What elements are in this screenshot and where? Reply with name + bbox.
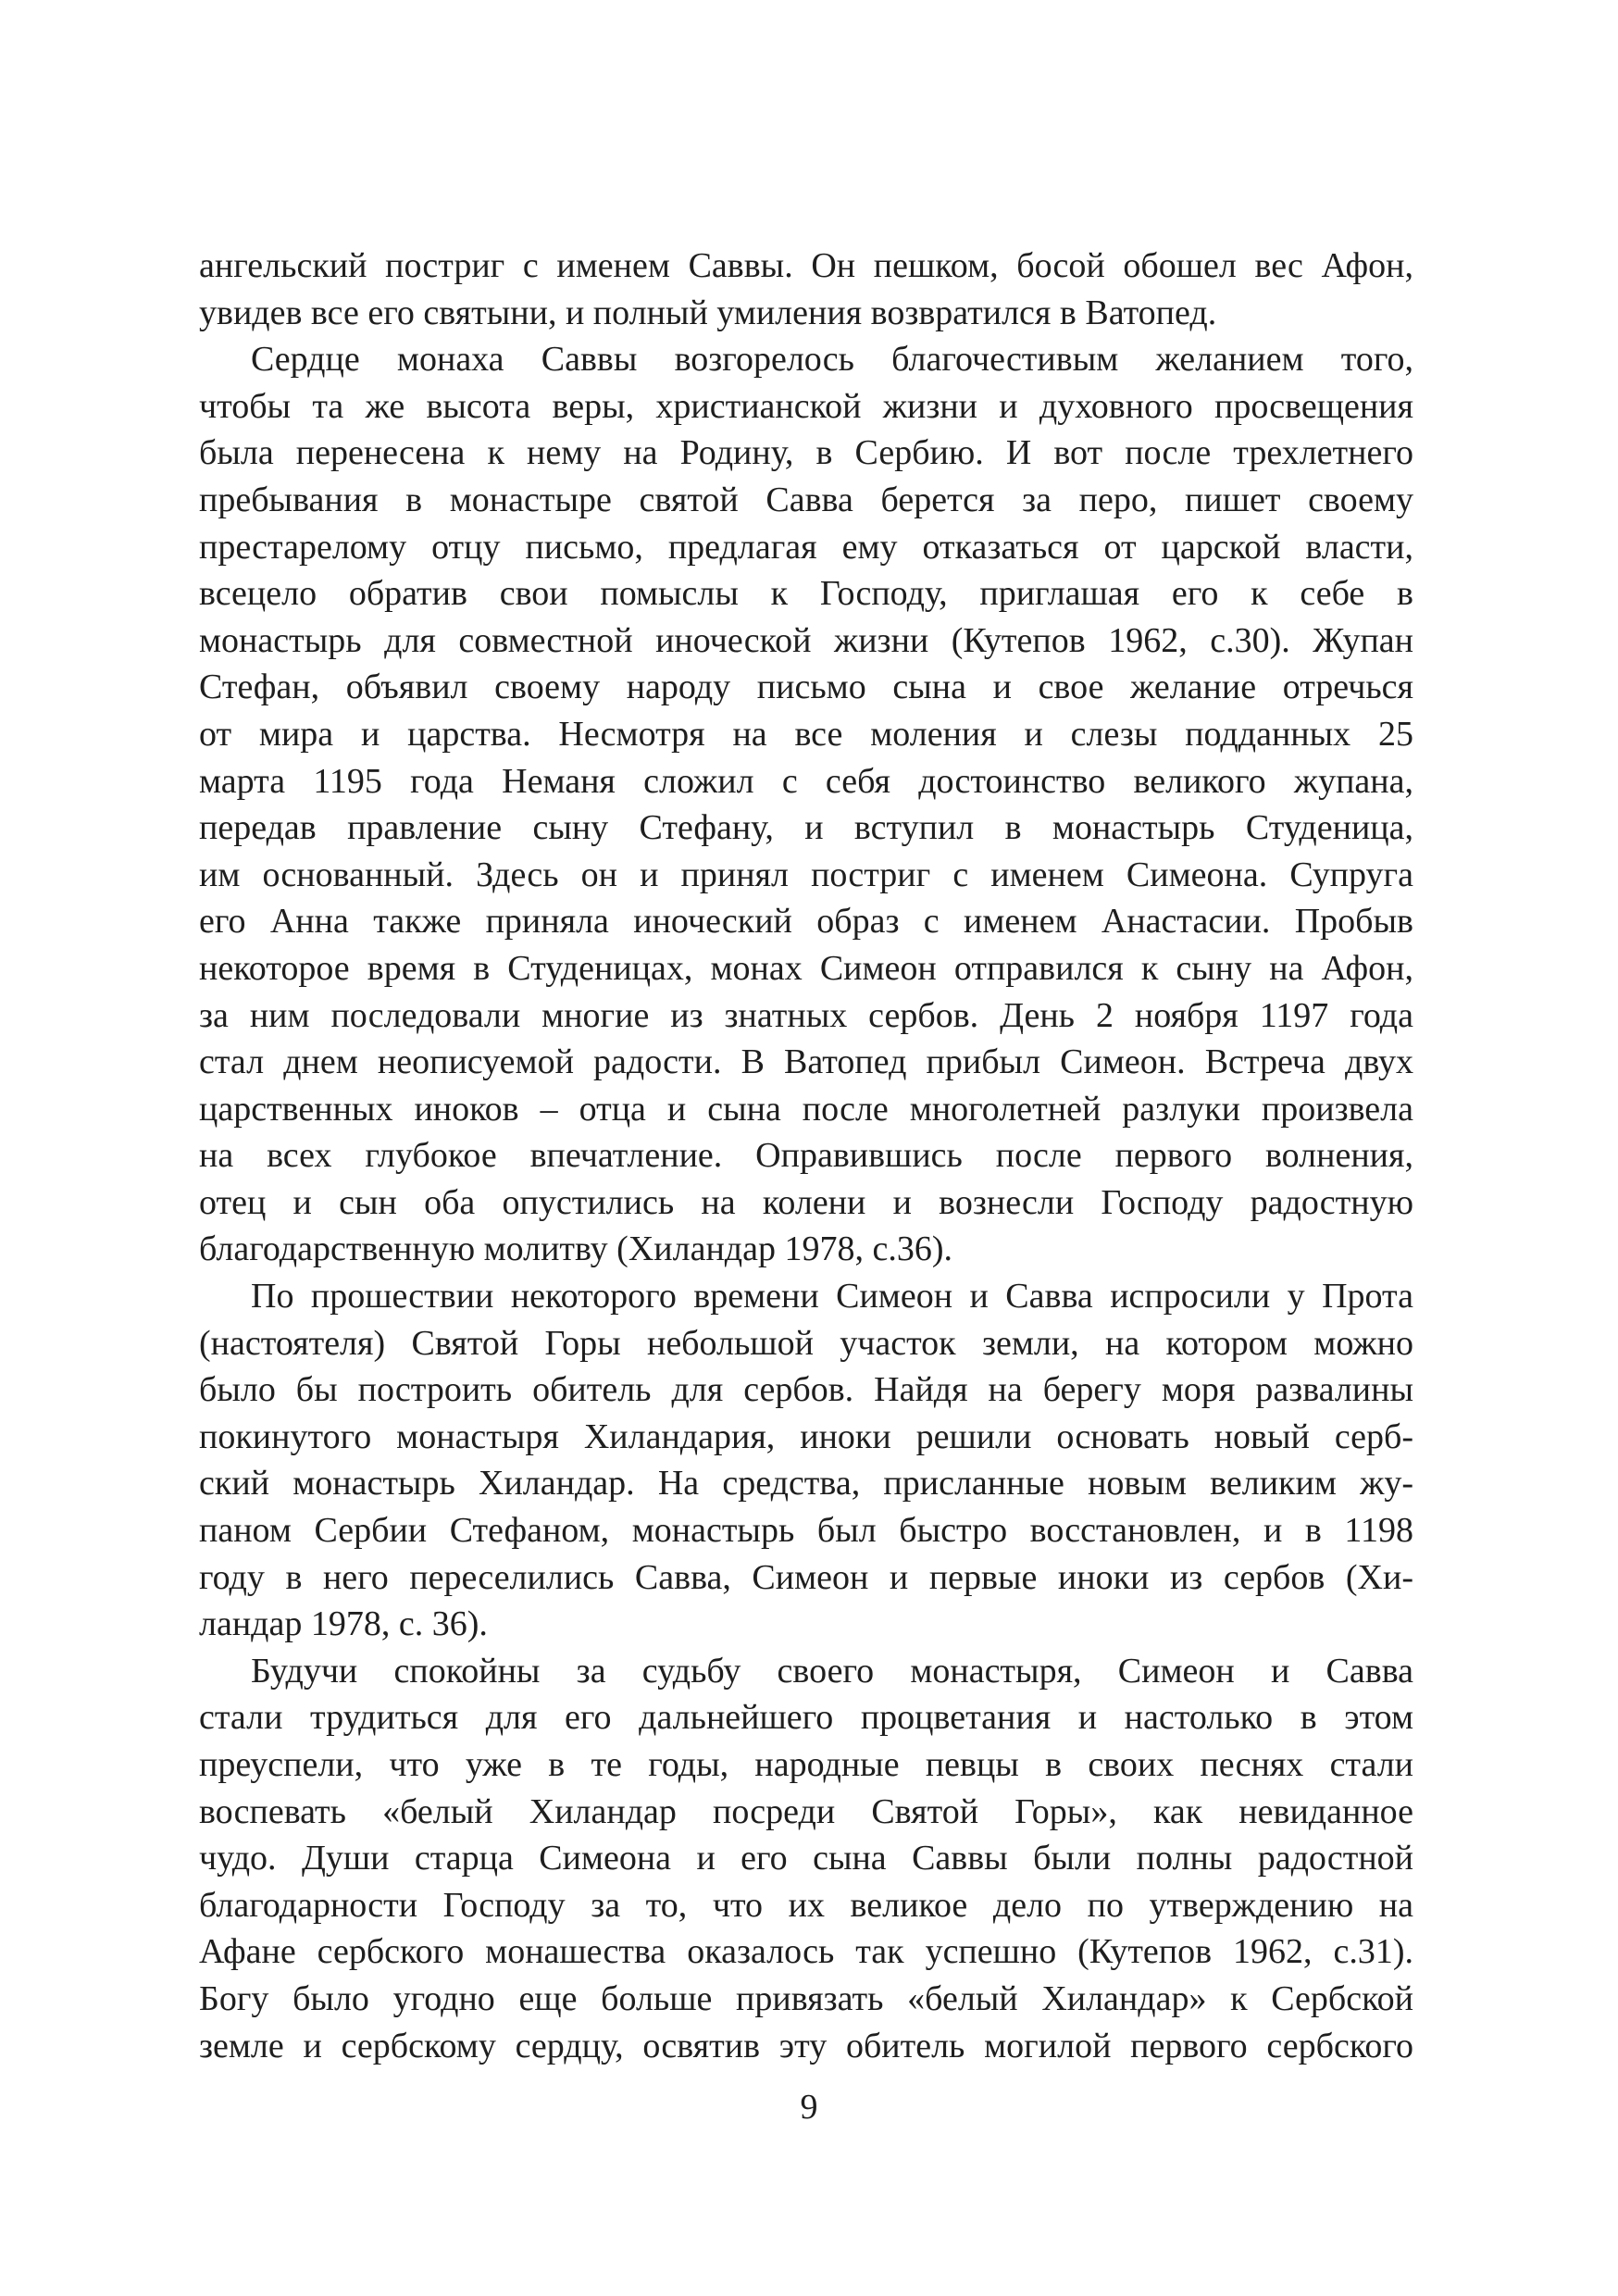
text-line: году в него переселились Савва, Симеон и первые иноки из сербов (Хи- [199, 1557, 1413, 1597]
text-line: стал днем неописуемой радости. В Ватопед прибыл Симеон. Встреча двух [199, 1042, 1413, 1082]
text-line: Будучи спокойны за судьбу своего монастыря, Симеон и Савва [251, 1651, 1413, 1691]
text-line: чтобы та же высота веры, христианской жизни и духовного просвещения [199, 386, 1413, 426]
text-line: По прошествии некоторого времени Симеон и Савва испросили у Прота [251, 1277, 1413, 1316]
text-line: была перенесена к нему на Родину, в Сербию. И вот после трехлетнего [199, 433, 1413, 473]
text-line: чудо. Души старца Симеона и его сына Саввы были полны радостной [199, 1839, 1413, 1878]
text-line: преуспели, что уже в те годы, народные певцы в своих песнях стали [199, 1745, 1413, 1784]
text-line: Стефан, объявил своему народу письмо сына и свое желание отречься [199, 668, 1413, 707]
text-line: всецело обратив свои помыслы к Господу, приглашая его к себе в [199, 574, 1413, 614]
text-line: от мира и царства. Несмотря на все моления и слезы подданных 25 [199, 714, 1413, 754]
text-line: за ним последовали многие из знатных сербов. День 2 ноября 1197 года [199, 995, 1413, 1035]
text-line: покинутого монастыря Хиландария, иноки решили основать новый серб- [199, 1416, 1413, 1456]
page-number: 9 [800, 2088, 818, 2127]
text-line: его Анна также приняла иноческий образ с именем Анастасии. Пробыв [199, 902, 1413, 942]
text-line: царственных иноков – отца и сына после многолетней разлуки произвела [199, 1089, 1413, 1129]
text-line: отец и сын оба опустились на колени и вознесли Господу радостную [199, 1182, 1413, 1222]
text-line: увидев все его святыни, и полный умиления возвратился в Ватопед. [199, 293, 1217, 332]
text-line: благодарности Господу за то, что их великое дело по утверждению на [199, 1885, 1413, 1925]
text-line: Сердце монаха Саввы возгорелось благочестивым желанием того, [251, 340, 1413, 380]
text-line: пребывания в монастыре святой Савва берется за перо, пишет своему [199, 480, 1413, 519]
text-line: марта 1195 года Неманя сложил с себя достоинство великого жупана, [199, 761, 1413, 801]
text-line: престарелому отцу письмо, предлагая ему отказаться от царской власти, [199, 527, 1413, 567]
text-line: было бы построить обитель для сербов. Найдя на берегу моря развалины [199, 1370, 1413, 1410]
text-line: ландар 1978, с. 36). [199, 1604, 488, 1644]
text-line: Афане сербского монашества оказалось так успешно (Кутепов 1962, с.31). [199, 1932, 1413, 1972]
text-line: благодарственную молитву (Хиландар 1978, с.36). [199, 1229, 952, 1269]
text-line: паном Сербии Стефаном, монастырь был быстро восстановлен, и в 1198 [199, 1511, 1413, 1551]
text-line: Богу было угодно еще больше привязать «белый Хиландар» к Сербской [199, 1978, 1413, 2018]
text-line: (настоятеля) Святой Горы небольшой участок земли, на котором можно [199, 1323, 1413, 1363]
text-line: земле и сербскому сердцу, освятив эту обитель могилой первого сербского [199, 2026, 1413, 2065]
text-line: некоторое время в Студеницах, монах Симеон отправился к сыну на Афон, [199, 948, 1413, 988]
text-line: ский монастырь Хиландар. На средства, присланные новым великим жу- [199, 1464, 1413, 1504]
text-line: воспевать «белый Хиландар посреди Святой Горы», как невиданное [199, 1791, 1413, 1831]
text-line: им основанный. Здесь он и принял постриг с именем Симеона. Супруга [199, 855, 1413, 894]
text-line: монастырь для совместной иноческой жизни (Кутепов 1962, с.30). Жупан [199, 620, 1413, 660]
text-line: передав правление сыну Стефану, и вступил в монастырь Студеница, [199, 808, 1413, 848]
text-line: ангельский постриг с именем Саввы. Он пешком, босой обошел вес Афон, [199, 246, 1413, 285]
text-line: на всех глубокое впечатление. Оправившись после первого волнения, [199, 1136, 1413, 1176]
body-text [199, 243, 1413, 2069]
text-line: стали трудиться для его дальнейшего процветания и настолько в этом [199, 1698, 1413, 1738]
